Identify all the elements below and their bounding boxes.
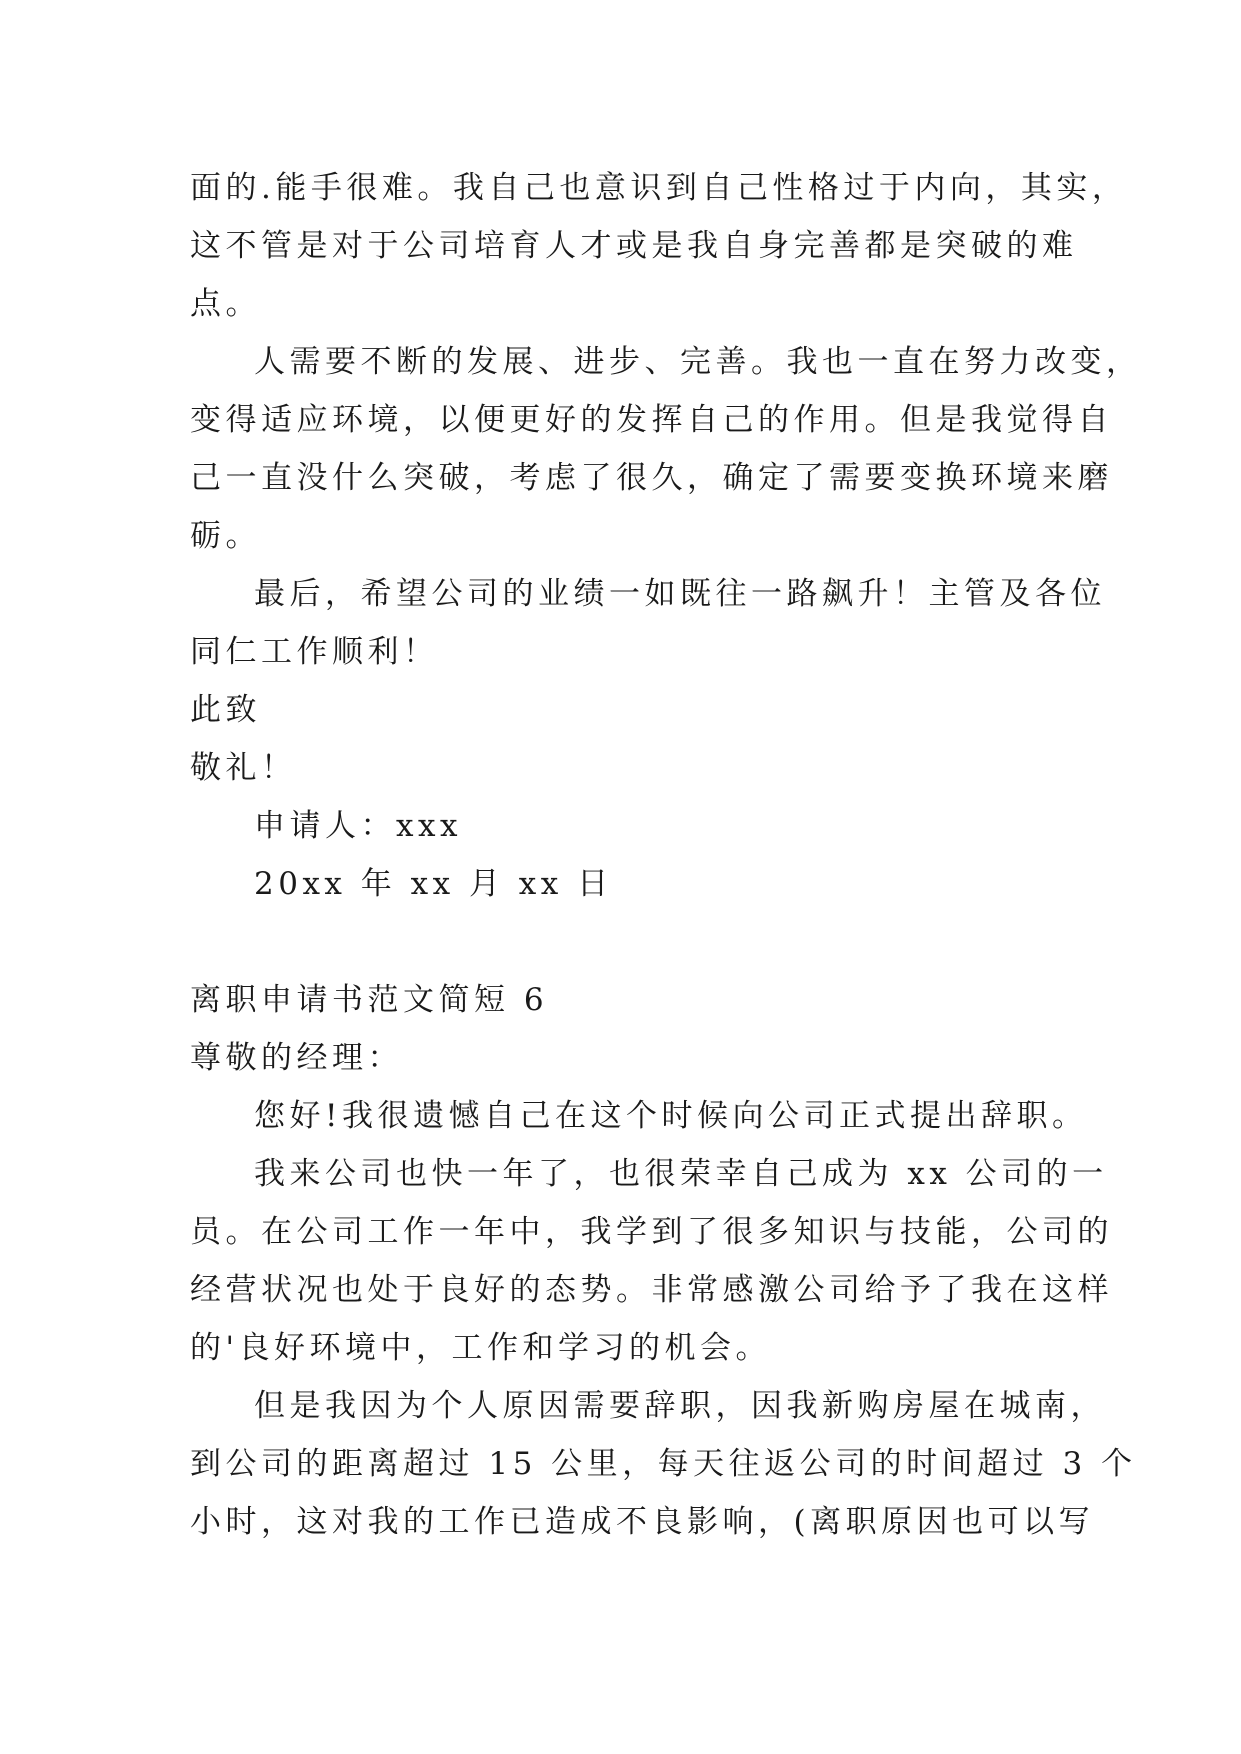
text-line: 砺。 [190, 518, 261, 554]
text-line: 己一直没什么突破，考虑了很久，确定了需要变换环境来磨 [190, 460, 1113, 496]
section-title: 离职申请书范文简短 6 [190, 982, 549, 1018]
text-line: 同仁工作顺利！ [190, 634, 439, 670]
text-line: 到公司的距离超过 15 公里，每天往返公司的时间超过 3 个 [190, 1446, 1137, 1482]
text-line: 变得适应环境，以便更好的发挥自己的作用。但是我觉得自 [190, 402, 1113, 438]
date-line: 20xx 年 xx 月 xx 日 [254, 866, 613, 902]
text-line: 点。 [190, 286, 261, 322]
text-line: 面的.能手很难。我自己也意识到自己性格过于内向，其实， [190, 170, 1128, 206]
text-line: 的'良好环境中，工作和学习的机会。 [190, 1330, 772, 1366]
text-line: 您好!我很遗憾自己在这个时候向公司正式提出辞职。 [254, 1098, 1088, 1134]
text-line: 员。在公司工作一年中，我学到了很多知识与技能，公司的 [190, 1214, 1113, 1250]
salutation: 尊敬的经理： [190, 1040, 403, 1076]
text-line: 小时，这对我的工作已造成不良影响，(离职原因也可以写 [190, 1504, 1095, 1540]
text-line: 我来公司也快一年了，也很荣幸自己成为 xx 公司的一 [254, 1156, 1108, 1192]
closing-line: 敬礼！ [190, 750, 297, 786]
text-line: 经营状况也处于良好的态势。非常感激公司给予了我在这样 [190, 1272, 1113, 1308]
text-line: 这不管是对于公司培育人才或是我自身完善都是突破的难 [190, 228, 1078, 264]
text-line: 最后，希望公司的业绩一如既往一路飙升！主管及各位 [254, 576, 1106, 612]
text-line: 人需要不断的发展、进步、完善。我也一直在努力改变， [254, 344, 1142, 380]
closing-line: 此致 [190, 692, 261, 728]
applicant-line: 申请人：xxx [254, 808, 462, 844]
text-line: 但是我因为个人原因需要辞职，因我新购房屋在城南， [254, 1388, 1106, 1424]
